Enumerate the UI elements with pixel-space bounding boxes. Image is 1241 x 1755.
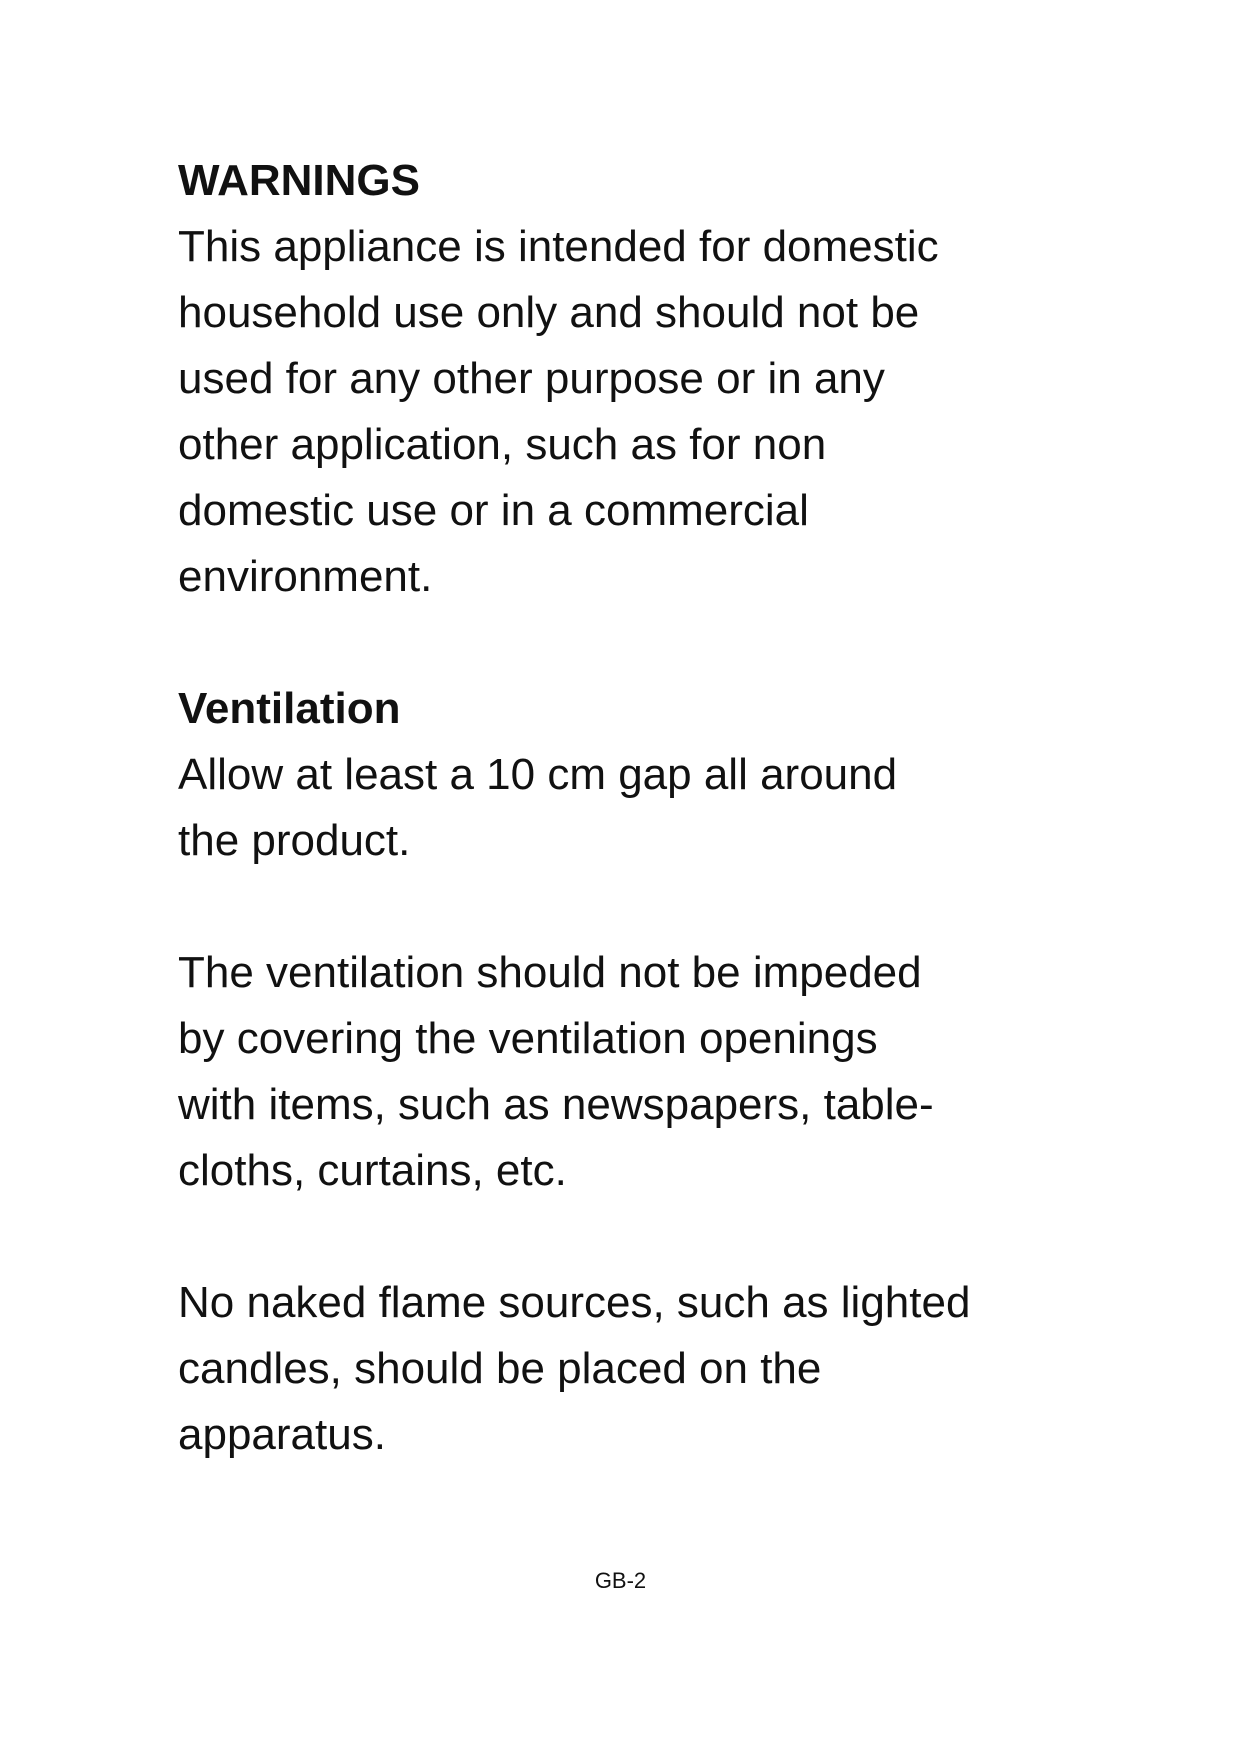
- paragraph-spacer: [178, 1204, 1078, 1270]
- ventilation-text-line: the product.: [178, 816, 411, 865]
- warnings-text-line: domestic use or in a commercial: [178, 486, 809, 535]
- warnings-text-line: household use only and should not be: [178, 288, 920, 337]
- openings-text-line: by covering the ventilation openings: [178, 1014, 878, 1063]
- flame-text-line: No naked flame sources, such as lighted: [178, 1278, 971, 1327]
- warnings-text-line: other application, such as for non: [178, 420, 827, 469]
- paragraph-spacer: [178, 874, 1078, 940]
- ventilation-openings-paragraph: [178, 940, 1078, 1204]
- paragraph-spacer: [178, 610, 1078, 676]
- warnings-text-line: environment.: [178, 552, 433, 601]
- naked-flame-paragraph: [178, 1270, 1078, 1468]
- flame-text-line: apparatus.: [178, 1410, 386, 1459]
- warnings-text-line: This appliance is intended for domestic: [178, 222, 939, 271]
- ventilation-text-line: Allow at least a 10 cm gap all around: [178, 750, 898, 799]
- page-content: [178, 148, 1078, 1468]
- openings-text-line: cloths, curtains, etc.: [178, 1146, 567, 1195]
- openings-text-line: with items, such as newspapers, table-: [178, 1080, 934, 1129]
- warnings-heading: WARNINGS: [178, 156, 420, 205]
- openings-text-line: The ventilation should not be impeded: [178, 948, 922, 997]
- ventilation-heading: Ventilation: [178, 684, 401, 733]
- page-number: GB-2: [594, 1568, 647, 1593]
- flame-text-line: candles, should be placed on the: [178, 1344, 822, 1393]
- warnings-text-line: used for any other purpose or in any: [178, 354, 885, 403]
- ventilation-section: [178, 676, 1078, 874]
- warnings-section: [178, 148, 1078, 610]
